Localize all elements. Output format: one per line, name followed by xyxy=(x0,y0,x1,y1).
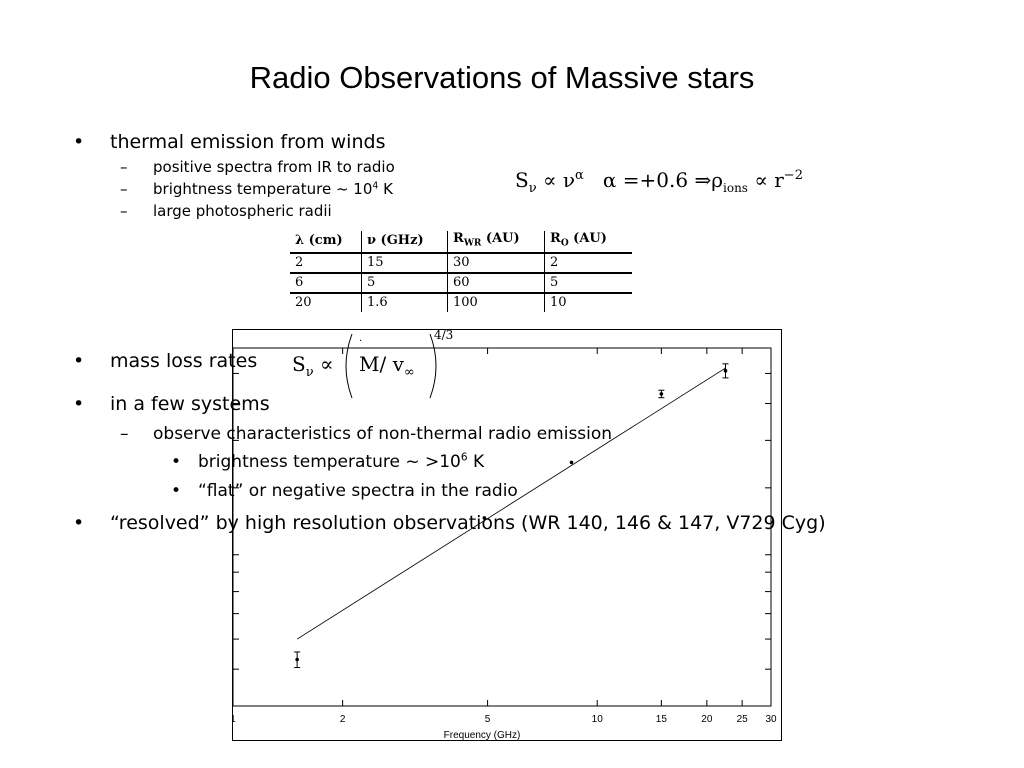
table-row xyxy=(290,293,632,312)
formula-implies: ⇒ xyxy=(694,168,712,192)
flux-frequency-plot xyxy=(232,329,782,741)
formula-rho: ρ xyxy=(711,168,724,192)
formula-r: r xyxy=(774,168,784,192)
table-cell: 5 xyxy=(362,273,448,293)
bullet-few-systems xyxy=(73,393,270,415)
data-table xyxy=(290,231,632,312)
formula-nu: ν xyxy=(562,168,576,192)
table-cell: 60 xyxy=(448,273,545,293)
formula-m: M xyxy=(359,352,380,376)
table-cell: 100 xyxy=(448,293,545,312)
x-tick-label: 2 xyxy=(339,714,346,725)
x-tick-label: 25 xyxy=(736,714,748,725)
sub-bullet-photospheric-radii xyxy=(120,201,332,221)
unit: K xyxy=(378,180,393,198)
formula-ions-sub: ions xyxy=(723,181,748,195)
table-header-row xyxy=(290,231,632,253)
sub-sub-bullet-text: brightness temperature ~ >10 xyxy=(198,452,461,472)
formula-nu-sub: ν xyxy=(305,365,314,380)
x-tick-label: 30 xyxy=(765,714,777,725)
sub-sub-bullet-flat-spectra xyxy=(171,481,518,501)
formula-dot: · xyxy=(359,336,363,347)
table-cell: 6 xyxy=(290,273,362,293)
fit-line xyxy=(297,368,725,639)
formula-s: S xyxy=(292,352,306,376)
sub-bullet-text: brightness temperature ~ 10 xyxy=(153,180,373,198)
formula-alpha-sup: α xyxy=(575,168,584,184)
bullet-text: mass loss rates xyxy=(110,350,258,372)
sub-bullet-nonthermal xyxy=(120,424,613,444)
formula-prop: ∝ xyxy=(319,352,334,376)
dash-marker: – xyxy=(120,202,128,220)
formula-prop: ∝ xyxy=(542,168,557,192)
bullet-text: in a few systems xyxy=(110,393,270,415)
table-cell: 15 xyxy=(362,253,448,273)
col-header-lambda: λ (cm) xyxy=(290,231,362,253)
bullet-marker: • xyxy=(73,512,85,534)
bullet-marker: • xyxy=(73,131,85,153)
table-row xyxy=(290,273,632,293)
table-row xyxy=(290,253,632,273)
formula-s: S xyxy=(515,168,529,192)
table-cell: 2 xyxy=(545,253,633,273)
sub-bullet-text: positive spectra from IR to radio xyxy=(153,158,395,176)
data-point xyxy=(570,461,574,465)
sub-bullet-text: observe characteristics of non-thermal radio emission xyxy=(153,424,613,444)
bullet-marker: • xyxy=(73,393,85,415)
formula-eq: = xyxy=(622,168,640,192)
bullet-resolved xyxy=(73,512,826,534)
table-cell: 1.6 xyxy=(362,293,448,312)
col-header-ro: $R_O$ (AU) xyxy=(545,231,633,253)
bullet-marker: • xyxy=(171,452,182,472)
table-cell: 2 xyxy=(290,253,362,273)
formula-inf-sub: ∞ xyxy=(403,365,415,380)
bullet-thermal-emission xyxy=(73,131,386,153)
x-tick-label: 20 xyxy=(701,714,713,725)
radio-photosphere-table xyxy=(290,231,632,312)
bullet-text: “resolved” by high resolution observations (WR 140, 146 & 147, V729 Cyg) xyxy=(110,512,826,534)
x-tick-label: 10 xyxy=(591,714,603,725)
table-cell: 30 xyxy=(448,253,545,273)
formula-exp: 4/3 xyxy=(434,328,454,342)
exponent: 4 xyxy=(372,180,379,192)
sub-sub-bullet-brightness xyxy=(171,451,485,472)
dash-marker: – xyxy=(120,424,129,444)
x-tick-label: 15 xyxy=(655,714,667,725)
table-cell: 5 xyxy=(545,273,633,293)
exponent: 6 xyxy=(460,451,468,464)
formula-prop-2: ∝ xyxy=(754,168,768,192)
sub-bullet-positive-spectra xyxy=(120,157,395,177)
x-axis-label: Frequency (GHz) xyxy=(443,730,521,740)
sub-bullet-brightness-temperature xyxy=(120,179,393,199)
bullet-marker: • xyxy=(171,481,182,501)
col-header-rwr: $R_{WR}$ (AU) xyxy=(448,231,545,253)
dash-marker: – xyxy=(120,158,128,176)
formula-alpha: α xyxy=(602,168,617,192)
formula-slash: / xyxy=(379,352,387,376)
formula-r-exp: −2 xyxy=(783,168,803,184)
bullet-mass-loss xyxy=(73,350,258,372)
formula-nu-sub: ν xyxy=(528,181,537,196)
dash-marker: – xyxy=(120,180,128,198)
bullet-marker: • xyxy=(73,350,85,372)
x-tick-label: 5 xyxy=(484,714,491,725)
x-tick-label xyxy=(233,714,236,725)
plot-svg xyxy=(233,330,781,740)
table-cell: 20 xyxy=(290,293,362,312)
bullet-text: thermal emission from winds xyxy=(110,131,386,153)
col-header-nu: ν (GHz) xyxy=(362,231,448,253)
unit: K xyxy=(467,452,485,472)
page-title: Radio Observations of Massive stars xyxy=(249,60,755,95)
formula-val: +0.6 xyxy=(639,168,689,192)
spectral-index-formula xyxy=(515,168,803,196)
sub-sub-bullet-text: “flat” or negative spectra in the radio xyxy=(198,481,518,501)
sub-bullet-text: large photospheric radii xyxy=(153,202,332,220)
formula-v: v xyxy=(392,352,404,376)
table-cell: 10 xyxy=(550,294,567,310)
